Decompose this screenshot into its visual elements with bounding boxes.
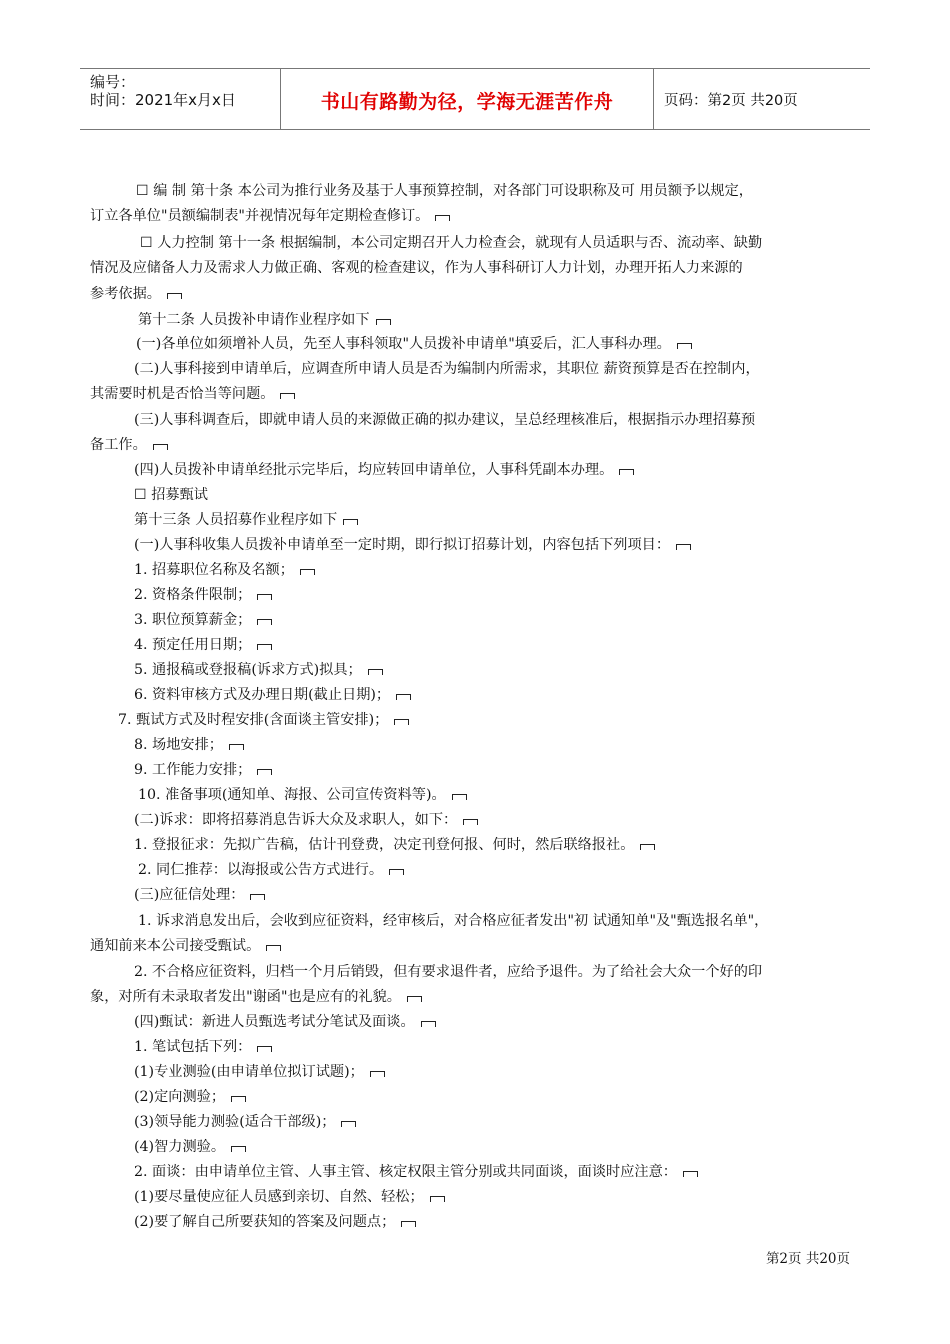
paragraph-mark-icon <box>153 444 168 450</box>
line-text: 1. 诉求消息发出后，会收到应征资料，经审核后，对合格应征者发出"初 试通知单"及"甄选报名单"， <box>138 913 769 929</box>
text-line <box>90 435 168 455</box>
line-text: 2. 面谈：由申请单位主管、人事主管、核定权限主管分别或共同面谈，面谈时应注意： <box>134 1164 677 1180</box>
header-info-cell <box>80 69 281 129</box>
paragraph-mark-icon <box>300 569 315 575</box>
doc-date-label: 时间：2021年x月x日 <box>90 91 236 109</box>
text-line <box>134 835 655 855</box>
paragraph-mark-icon <box>368 669 383 675</box>
line-text: 第十二条 人员拨补申请作业程序如下 <box>138 312 370 328</box>
line-text: (3)领导能力测验(适合干部级)； <box>134 1114 336 1130</box>
text-line <box>134 885 265 905</box>
line-text: 参考依据。 <box>90 286 161 302</box>
text-line <box>134 810 478 830</box>
text-line <box>134 735 244 755</box>
line-text: (2)定向测验； <box>134 1089 226 1105</box>
text-line <box>118 710 409 730</box>
text-line <box>134 1037 272 1057</box>
line-text: 2. 同仁推荐：以海报或公告方式进行。 <box>138 862 384 878</box>
paragraph-mark-icon <box>257 1046 272 1052</box>
line-text: (1)专业测验(由申请单位拟订试题)； <box>134 1064 364 1080</box>
paragraph-mark-icon <box>389 869 404 875</box>
text-line <box>134 1112 356 1132</box>
line-text: 2. 不合格应征资料，归档一个月后销毁，但有要求退件者，应给予退件。为了给社会大众一个好的印 <box>134 964 763 980</box>
line-text: ☐ 编 制 第十条 本公司为推行业务及基于人事预算控制，对各部门可设职称及可 用员额予以规定， <box>136 183 753 199</box>
line-text: ☐ 人力控制 第十一条 根据编制，本公司定期召开人力检查会，就现有人员适职与否、流动率、缺勤 <box>140 235 763 251</box>
line-text: (二)诉求：即将招募消息告诉大众及求职人，如下： <box>134 812 458 828</box>
text-line <box>134 410 755 430</box>
text-line <box>90 284 182 304</box>
text-line <box>90 384 295 404</box>
header-motto: 书山有路勤为径，学海无涯苦作舟 <box>320 91 614 113</box>
line-text: (二)人事科接到申请单后，应调查所申请人员是否为编制内所需求，其职位 薪资预算是否在控制内， <box>134 361 760 377</box>
paragraph-mark-icon <box>677 343 692 349</box>
text-line <box>134 760 272 780</box>
line-text: 1. 招募职位名称及名额； <box>134 562 294 578</box>
header-page-number: 页码：第2页 共20页 <box>664 93 798 109</box>
paragraph-mark-icon <box>266 945 281 951</box>
header-table <box>80 68 870 130</box>
text-line <box>134 1012 436 1032</box>
line-text: (四)甄试：新进人员甄选考试分笔试及面谈。 <box>134 1014 415 1030</box>
line-text: ☐ 招募甄试 <box>134 487 208 503</box>
paragraph-mark-icon <box>231 1096 246 1102</box>
line-text: (一)人事科收集人员拨补申请单至一定时期，即行拟订招募计划，内容包括下列项目： <box>134 537 671 553</box>
line-text: 订立各单位"员额编制表"并视情况每年定期检查修订。 <box>90 208 430 224</box>
text-line <box>134 660 383 680</box>
paragraph-mark-icon <box>250 894 265 900</box>
doc-number-label: 编号： <box>90 73 136 91</box>
text-line <box>134 560 315 580</box>
line-text: 情况及应储备人力及需求人力做正确、客观的检查建议，作为人事科研订人力计划，办理开拓人力来源的 <box>90 260 743 276</box>
paragraph-mark-icon <box>435 215 450 221</box>
paragraph-mark-icon <box>341 1121 356 1127</box>
paragraph-mark-icon <box>167 293 182 299</box>
paragraph-mark-icon <box>257 644 272 650</box>
line-text: (一)各单位如须增补人员，先至人事科领取"人员拨补申请单"填妥后，汇人事科办理。 <box>136 336 671 352</box>
text-line <box>134 1187 445 1207</box>
line-text: 6. 资料审核方式及办理日期(截止日期)； <box>134 687 391 703</box>
text-line <box>134 359 760 379</box>
paragraph-mark-icon <box>231 1146 246 1152</box>
line-text: 9. 工作能力安排； <box>134 762 252 778</box>
line-text: 10. 准备事项(通知单、海报、公司宣传资料等)。 <box>138 787 446 803</box>
text-line <box>134 1137 246 1157</box>
text-line <box>90 206 450 226</box>
paragraph-mark-icon <box>683 1171 698 1177</box>
paragraph-mark-icon <box>257 769 272 775</box>
text-line <box>134 635 272 655</box>
paragraph-mark-icon <box>463 819 478 825</box>
text-line <box>134 1087 246 1107</box>
line-text: (三)人事科调查后，即就申请人员的来源做正确的拟办建议，呈总经理核准后，根据指示办理招募预 <box>134 412 756 428</box>
line-text: (三)应征信处理： <box>134 887 245 903</box>
text-line <box>134 510 358 530</box>
text-line <box>90 258 743 278</box>
line-text: 其需要时机是否恰当等问题。 <box>90 386 275 402</box>
text-line <box>90 936 281 956</box>
text-line <box>136 181 753 201</box>
line-text: (1)要尽量使应征人员感到亲切、自然、轻松； <box>134 1189 424 1205</box>
line-text: 象，对所有未录取者发出"谢函"也是应有的礼貌。 <box>90 989 401 1005</box>
paragraph-mark-icon <box>229 744 244 750</box>
line-text: 3. 职位预算薪金； <box>134 612 252 628</box>
header-motto-cell <box>281 69 654 129</box>
text-line <box>138 785 467 805</box>
text-line <box>134 485 208 505</box>
text-line <box>90 987 422 1007</box>
text-line <box>134 1062 385 1082</box>
text-line <box>134 460 634 480</box>
text-line <box>136 334 692 354</box>
text-line <box>138 911 768 931</box>
paragraph-mark-icon <box>640 844 655 850</box>
line-text: 1. 笔试包括下列： <box>134 1039 252 1055</box>
line-text: 备工作。 <box>90 437 147 453</box>
footer-page-number: 第2页 共20页 <box>765 1251 850 1267</box>
paragraph-mark-icon <box>370 1071 385 1077</box>
text-line <box>140 233 762 253</box>
line-text: (四)人员拨补申请单经批示完毕后，均应转回申请单位，人事科凭副本办理。 <box>134 462 614 478</box>
paragraph-mark-icon <box>343 519 358 525</box>
paragraph-mark-icon <box>396 694 411 700</box>
line-text: 5. 通报稿或登报稿(诉求方式)拟具； <box>134 662 362 678</box>
paragraph-mark-icon <box>407 996 422 1002</box>
text-line <box>134 610 272 630</box>
text-line <box>134 1162 698 1182</box>
paragraph-mark-icon <box>394 719 409 725</box>
paragraph-mark-icon <box>280 393 295 399</box>
text-line <box>134 685 411 705</box>
paragraph-mark-icon <box>257 594 272 600</box>
line-text: (4)智力测验。 <box>134 1139 226 1155</box>
text-line <box>134 535 691 555</box>
line-text: 7. 甄试方式及时程安排(含面谈主管安排)； <box>118 712 389 728</box>
line-text: 2. 资格条件限制； <box>134 587 252 603</box>
paragraph-mark-icon <box>452 794 467 800</box>
line-text: 第十三条 人员招募作业程序如下 <box>134 512 338 528</box>
paragraph-mark-icon <box>376 319 391 325</box>
text-line <box>138 310 391 330</box>
line-text: (2)要了解自己所要获知的答案及问题点； <box>134 1214 396 1230</box>
line-text: 通知前来本公司接受甄试。 <box>90 938 261 954</box>
paragraph-mark-icon <box>257 619 272 625</box>
line-text: 4. 预定任用日期； <box>134 637 252 653</box>
paragraph-mark-icon <box>430 1196 445 1202</box>
paragraph-mark-icon <box>421 1021 436 1027</box>
paragraph-mark-icon <box>619 469 634 475</box>
line-text: 8. 场地安排； <box>134 737 223 753</box>
text-line <box>138 860 404 880</box>
text-line <box>134 585 272 605</box>
line-text: 1. 登报征求：先拟广告稿，估计刊登费，决定刊登何报、何时，然后联络报社。 <box>134 837 635 853</box>
header-page-cell <box>654 69 870 129</box>
paragraph-mark-icon <box>401 1221 416 1227</box>
text-line <box>134 962 762 982</box>
text-line <box>134 1212 416 1232</box>
paragraph-mark-icon <box>676 544 691 550</box>
